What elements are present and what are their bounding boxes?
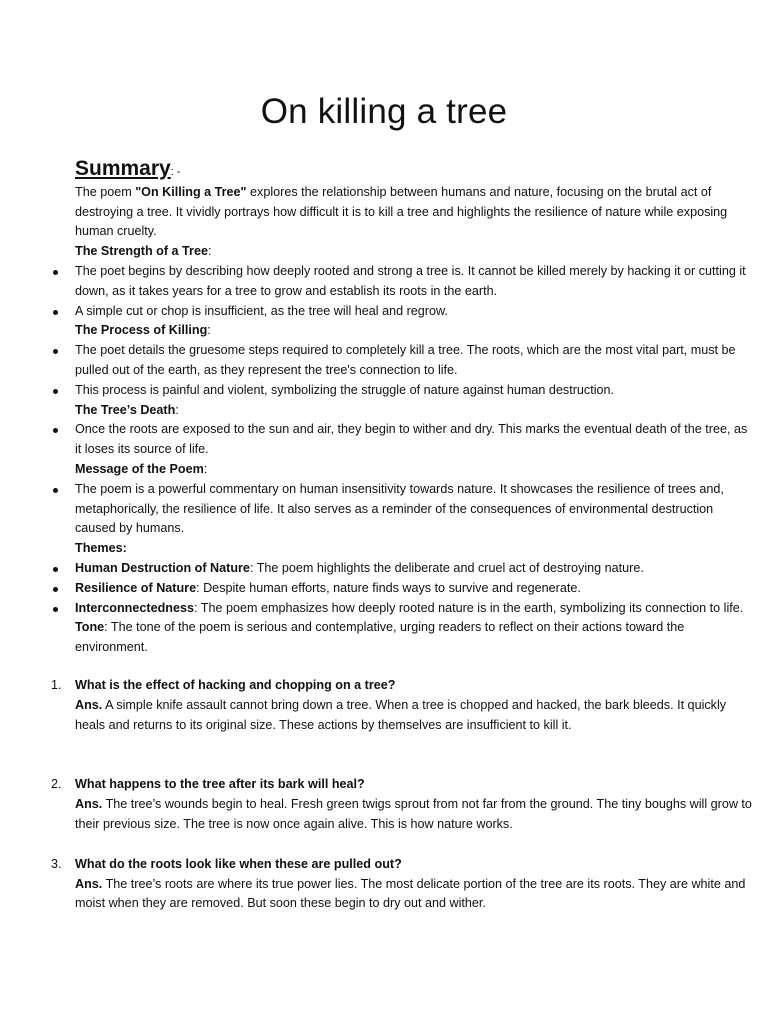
page-title: On killing a tree xyxy=(260,92,508,131)
section-heading: The Tree’s Death: xyxy=(75,402,179,417)
summary-heading-suffix: : - xyxy=(170,166,181,178)
theme-item: Resilience of Nature: Despite human efforts, nature finds ways to survive and regenerate. xyxy=(75,579,755,599)
list-item: This process is painful and violent, symbolizing the struggle of nature against human destruction. xyxy=(75,381,755,401)
question-item xyxy=(51,775,755,834)
answer-text: Ans. The tree’s wounds begin to heal. Fresh green twigs sprout from not far from the ground. The tiny boughs will grow to their previous size. The tree is now once again alive. This is how nature works. xyxy=(75,797,752,831)
summary-heading: Summary xyxy=(75,157,171,180)
answer-text: Ans. The tree’s roots are where its true power lies. The most delicate portion of the tree are its roots. They are white and moist when they are removed. But soon these begin to dry out and wither. xyxy=(75,876,746,911)
question-number: 1. xyxy=(51,677,62,692)
list-item: The poet details the gruesome steps required to completely kill a tree. The roots, which are the most vital part, must be pulled out of the earth, as they represent the tree's connection to life. xyxy=(75,341,755,381)
list-item: The poem is a powerful commentary on human insensitivity towards nature. It showcases the resilience of trees and, metaphorically, the resilience of life. It also serves as a reminder of the consequences of environmental destruction caused by humans. xyxy=(75,480,755,539)
document-body xyxy=(51,156,755,914)
summary-heading-line xyxy=(75,156,755,183)
question-item xyxy=(51,855,755,914)
question-text: What do the roots look like when these are pulled out? xyxy=(75,856,402,871)
list-item: The poet begins by describing how deeply rooted and strong a tree is. It cannot be killed merely by hacking it or cutting it down, as it takes years for a tree to grow and establish its roots in the earth. xyxy=(75,262,755,302)
question-item xyxy=(51,676,755,735)
question-text: What is the effect of hacking and chopping on a tree? xyxy=(75,677,396,692)
section-heading: The Process of Killing: xyxy=(75,323,211,338)
question-number: 2. xyxy=(51,777,62,792)
poem-title-bold: "On Killing a Tree" xyxy=(135,184,247,199)
themes-heading: Themes: xyxy=(75,541,127,556)
theme-item: Human Destruction of Nature: The poem highlights the deliberate and cruel act of destroying nature. xyxy=(75,559,755,579)
summary-intro: The poem "On Killing a Tree" explores the relationship between humans and nature, focusing on the brutal act of destroying a tree. It vividly portrays how difficult it is to kill a tree and highlights the resilience of nature while exposing human cruelty. xyxy=(75,184,728,239)
list-item: A simple cut or chop is insufficient, as the tree will heal and regrow. xyxy=(75,302,755,322)
tone-paragraph: Tone: The tone of the poem is serious and contemplative, urging readers to reflect on their actions toward the environment. xyxy=(75,620,685,655)
question-number: 3. xyxy=(51,856,62,871)
answer-text: Ans. A simple knife assault cannot bring down a tree. When a tree is chopped and hacked, the bark bleeds. It quickly heals and returns to its original size. These actions by themselves are insufficient to kill it. xyxy=(75,697,727,732)
section-heading: Message of the Poem: xyxy=(75,461,208,476)
list-item: Once the roots are exposed to the sun and air, they begin to wither and dry. This marks the eventual death of the tree, as it loses its source of life. xyxy=(75,420,755,460)
theme-item: Interconnectedness: The poem emphasizes how deeply rooted nature is in the earth, symbolizing its connection to life. xyxy=(75,599,755,619)
section-heading: The Strength of a Tree: xyxy=(75,244,212,259)
question-text: What happens to the tree after its bark will heal? xyxy=(75,777,365,792)
